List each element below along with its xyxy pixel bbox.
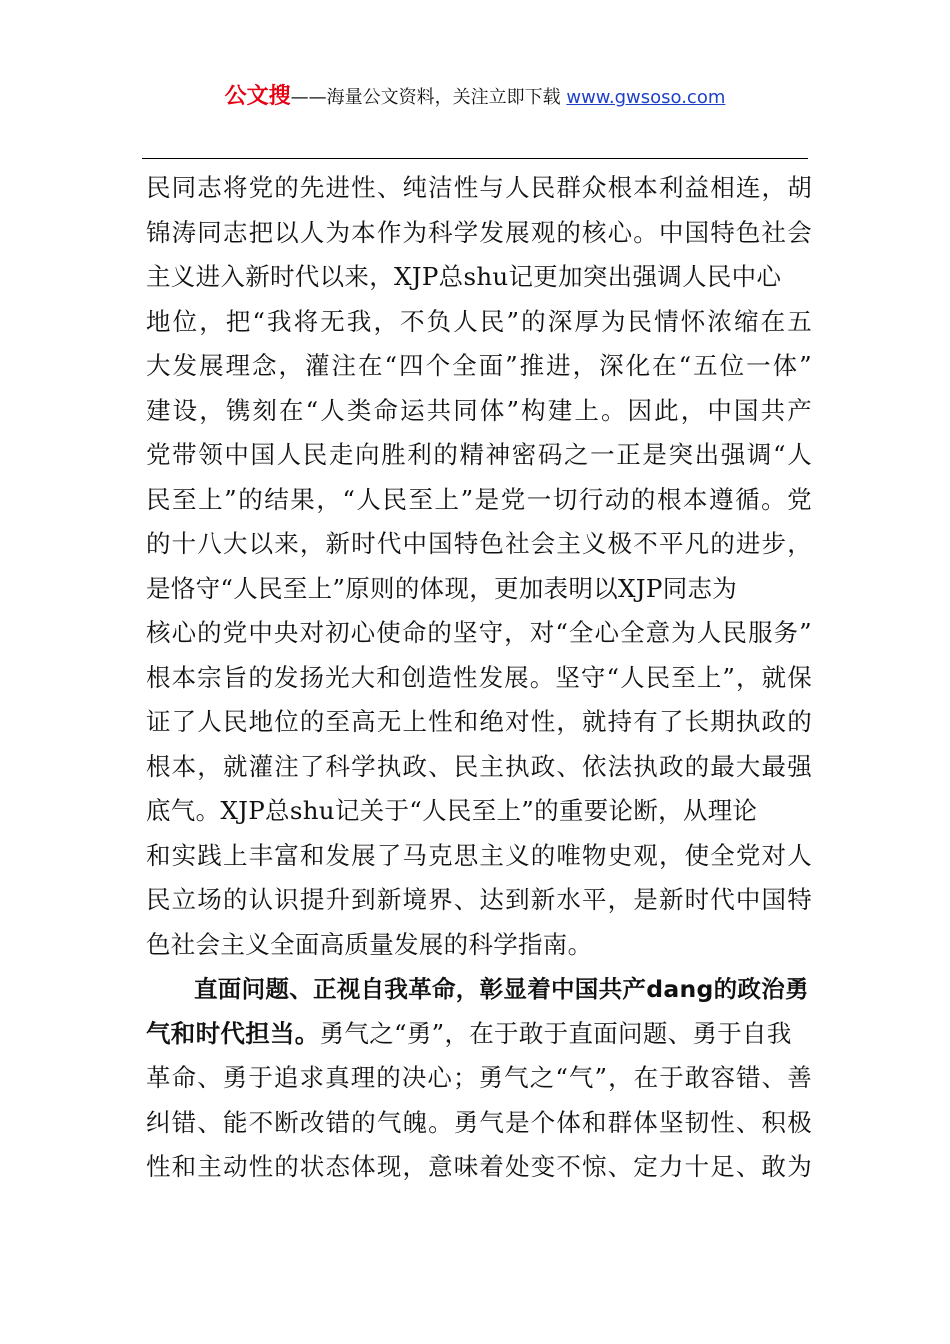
- text-line: 纠错、能不断改错的气魄。勇气是个体和群体坚韧性、积极: [146, 1107, 812, 1137]
- text-line: 大发展理念，灌注在“四个全面”推进，深化在“五位一体”: [146, 351, 812, 380]
- header-divider: [142, 158, 808, 159]
- website-link[interactable]: www.gwsoso.com: [566, 87, 726, 108]
- text-line: [146, 1012, 812, 1057]
- text-line: 性和主动性的状态体现，意味着处变不惊、定力十足、敢为: [146, 1152, 812, 1181]
- page-header: [0, 80, 950, 115]
- text-line: 是恪守“人民至上”原则的体现，更加表明以XJP同志为: [146, 573, 738, 603]
- brand-logo-text: 公文搜: [224, 84, 291, 109]
- text-line: 主义进入新时代以来，XJP总shu记更加突出强调人民中心: [146, 262, 782, 291]
- text-line: 底气。XJP总shu记关于“人民至上”的重要论断，从理论: [146, 796, 758, 825]
- text-line: 革命、勇于追求真理的决心；勇气之“气”，在于敢容错、善: [146, 1063, 812, 1092]
- text-span: 勇气之“勇”，在于敢于直面问题、勇于自我: [319, 1018, 792, 1048]
- text-line: 民至上”的结果，“人民至上”是党一切行动的根本遵循。党: [146, 484, 812, 514]
- text-line: 地位，把“我将无我，不负人民”的深厚为民情怀浓缩在五: [146, 306, 812, 336]
- document-body: [146, 166, 812, 1190]
- section-heading-continuation: 气和时代担当。: [146, 1018, 320, 1048]
- text-line: 证了人民地位的至高无上性和绝对性，就持有了长期执政的: [146, 707, 812, 736]
- text-line: 和实践上丰富和发展了马克思主义的唯物史观，使全党对人: [146, 840, 812, 870]
- text-line: 的十八大以来，新时代中国特色社会主义极不平凡的进步，: [146, 529, 812, 558]
- text-line: 党带领中国人民走向胜利的精神密码之一正是突出强调“人: [146, 440, 812, 469]
- text-line: 根本宗旨的发扬光大和创造性发展。坚守“人民至上”，就保: [146, 662, 812, 692]
- text-line: 民同志将党的先进性、纯洁性与人民群众根本利益相连，胡: [146, 173, 812, 202]
- text-line: 色社会主义全面高质量发展的科学指南。: [146, 929, 593, 959]
- section-heading-line: 直面问题、正视自我革命，彰显着中国共产dang的政治勇: [194, 975, 809, 1003]
- text-line: 核心的党中央对初心使命的坚守，对“全心全意为人民服务”: [146, 618, 812, 647]
- text-line: 民立场的认识提升到新境界、达到新水平，是新时代中国特: [146, 885, 812, 914]
- text-line: 锦涛同志把以人为本作为科学发展观的核心。中国特色社会: [146, 217, 812, 247]
- text-line: 根本，就灌注了科学执政、民主执政、依法执政的最大最强: [146, 751, 812, 781]
- header-tagline: ——海量公文资料，关注立即下载: [290, 87, 561, 108]
- text-line: 建设，镌刻在“人类命运共同体”构建上。因此，中国共产: [146, 395, 812, 425]
